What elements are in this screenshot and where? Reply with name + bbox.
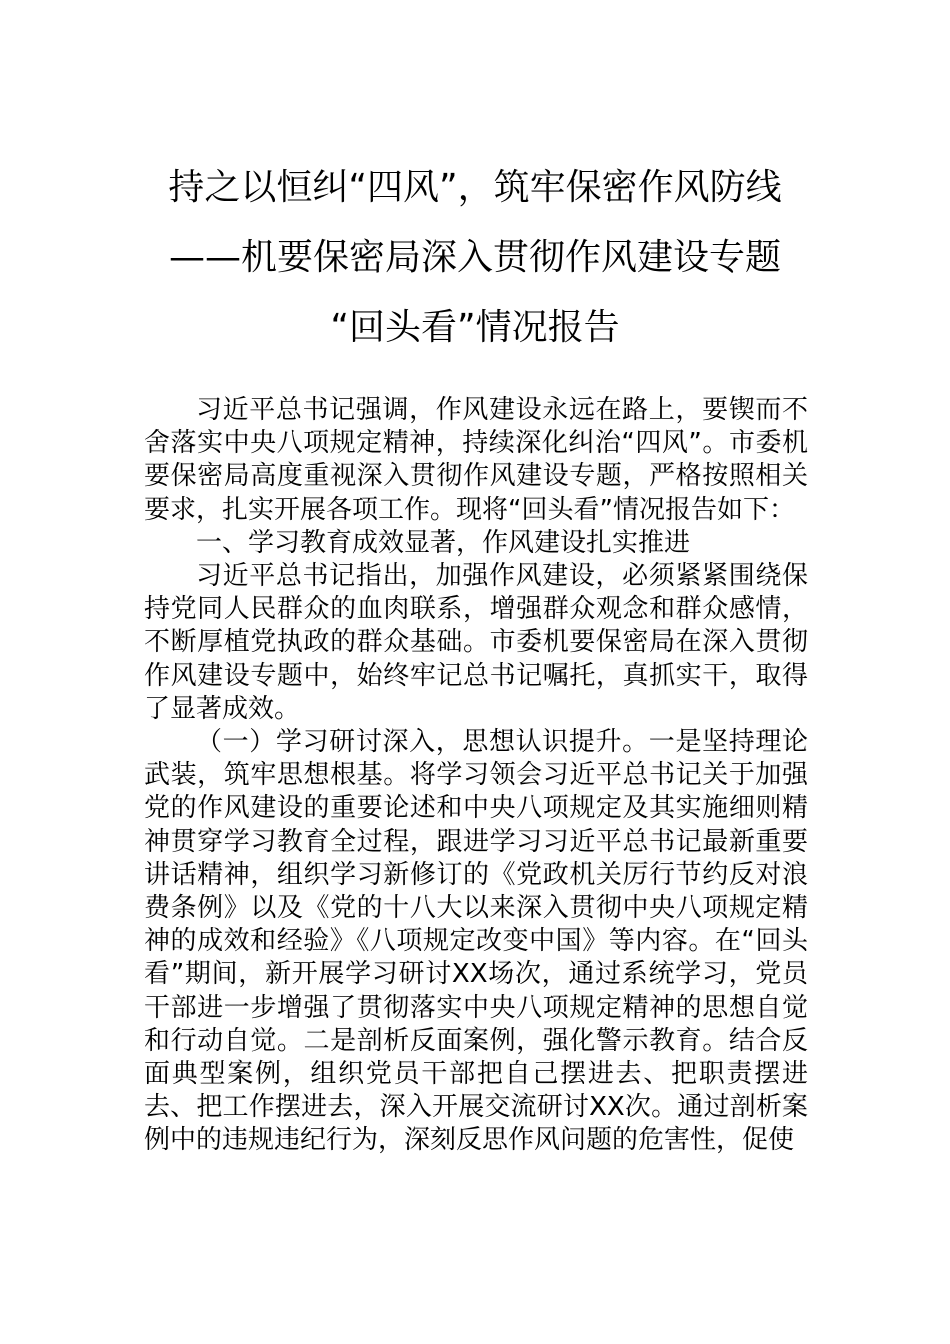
- subsection-1-paragraph: （一）学习研讨深入，思想认识提升。一是坚持理论武装，筑牢思想根基。将学习领会习近平总书记关于加强党的作风建设的重要论述和中央八项规定及其实施细则精神贯穿学习教育全过程，跟进学习习近平总书记最新重要讲话精神，组织学习新修订的《党政机关厉行节约反对浪费条例》以及《党的十八大以来深入贯彻中央八项规定精神的成效和经验》《八项规定改变中国》等内容。在“回头看”期间，新开展学习研讨XX场次，通过系统学习，党员干部进一步增强了贯彻落实中央八项规定精神的思想自觉和行动自觉。二是剖析反面案例，强化警示教育。结合反面典型案例，组织党员干部把自己摆进去、把职责摆进去、把工作摆进去，深入开展交流研讨XX次。通过剖析案例中的违规违纪行为，深刻反思作风问题的危害性，促使: [144, 727, 808, 1156]
- section-heading-1: 一、学习教育成效显著，作风建设扎实推进: [196, 527, 691, 558]
- document-title-line-1: 持之以恒纠“四风”，筑牢保密作风防线: [168, 167, 782, 208]
- document-body: [144, 394, 808, 1158]
- document-title-line-2: ——机要保密局深入贯彻作风建设专题: [168, 237, 781, 278]
- intro-paragraph: 习近平总书记强调，作风建设永远在路上，要锲而不舍落实中央八项规定精神，持续深化纠治“四风”。市委机要保密局高度重视深入贯彻作风建设专题，严格按照相关要求，扎实开展各项工作。现将“回头看”情况报告如下：: [144, 395, 808, 525]
- section-1-paragraph: 习近平总书记指出，加强作风建设，必须紧紧围绕保持党同人民群众的血肉联系，增强群众观念和群众感情，不断厚植党执政的群众基础。市委机要保密局在深入贯彻作风建设专题中，始终牢记总书记嘱托，真抓实干，取得了显著成效。: [144, 561, 808, 724]
- document-title-line-3: “回头看”情况报告: [330, 307, 620, 348]
